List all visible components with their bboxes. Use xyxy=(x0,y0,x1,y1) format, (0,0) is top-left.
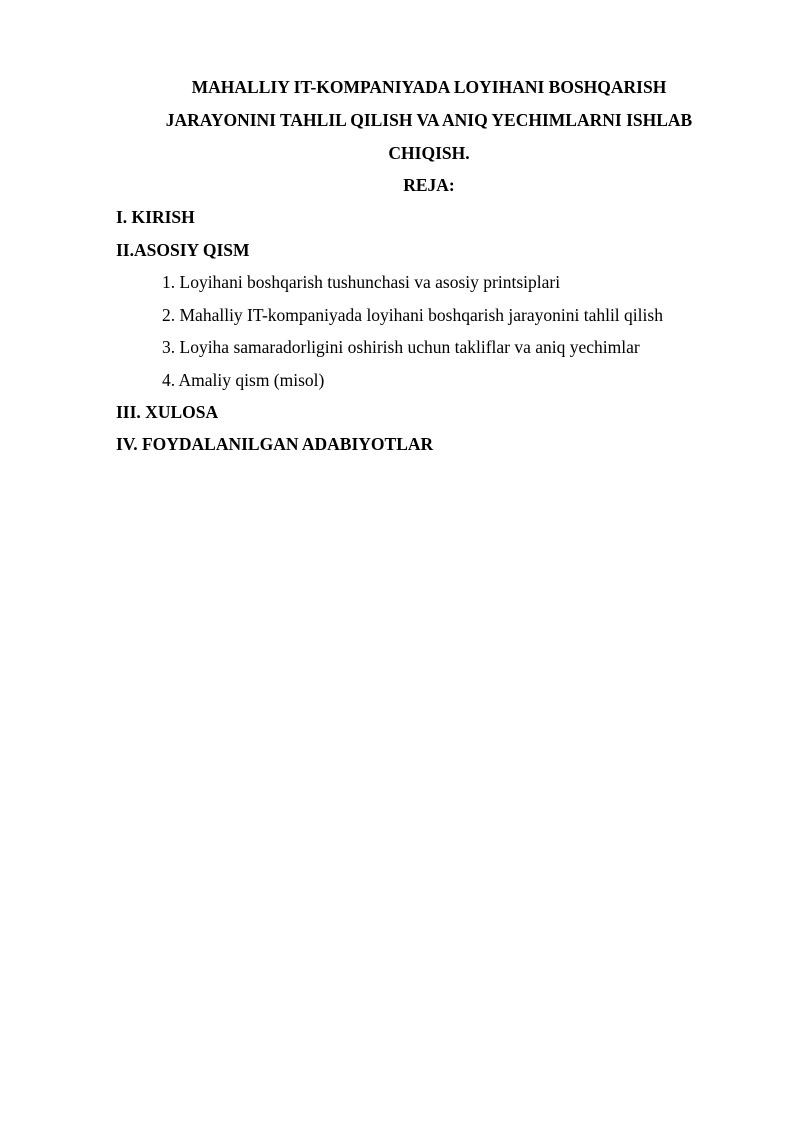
main-item-3: 3. Loyiha samaradorligini oshirish uchun takliflar va aniq yechimlar xyxy=(162,337,640,357)
section-intro: I. KIRISH xyxy=(116,207,195,227)
section-conclusion: III. XULOSA xyxy=(116,402,219,422)
document-title-line-3: CHIQISH. xyxy=(388,143,470,163)
section-main: II.ASOSIY QISM xyxy=(116,240,250,260)
plan-heading: REJA: xyxy=(403,175,455,195)
document-title-line-2: JARAYONINI TAHLIL QILISH VA ANIQ YECHIMLARNI ISHLAB xyxy=(165,110,693,130)
main-item-4: 4. Amaliy qism (misol) xyxy=(162,370,325,390)
main-item-1: 1. Loyihani boshqarish tushunchasi va asosiy printsiplari xyxy=(162,272,561,292)
section-references: IV. FOYDALANILGAN ADABIYOTLAR xyxy=(116,434,434,454)
main-item-2: 2. Mahalliy IT-kompaniyada loyihani boshqarish jarayonini tahlil qilish xyxy=(162,305,663,325)
document-title-line-1: MAHALLIY IT-KOMPANIYADA LOYIHANI BOSHQARISH xyxy=(191,77,667,97)
